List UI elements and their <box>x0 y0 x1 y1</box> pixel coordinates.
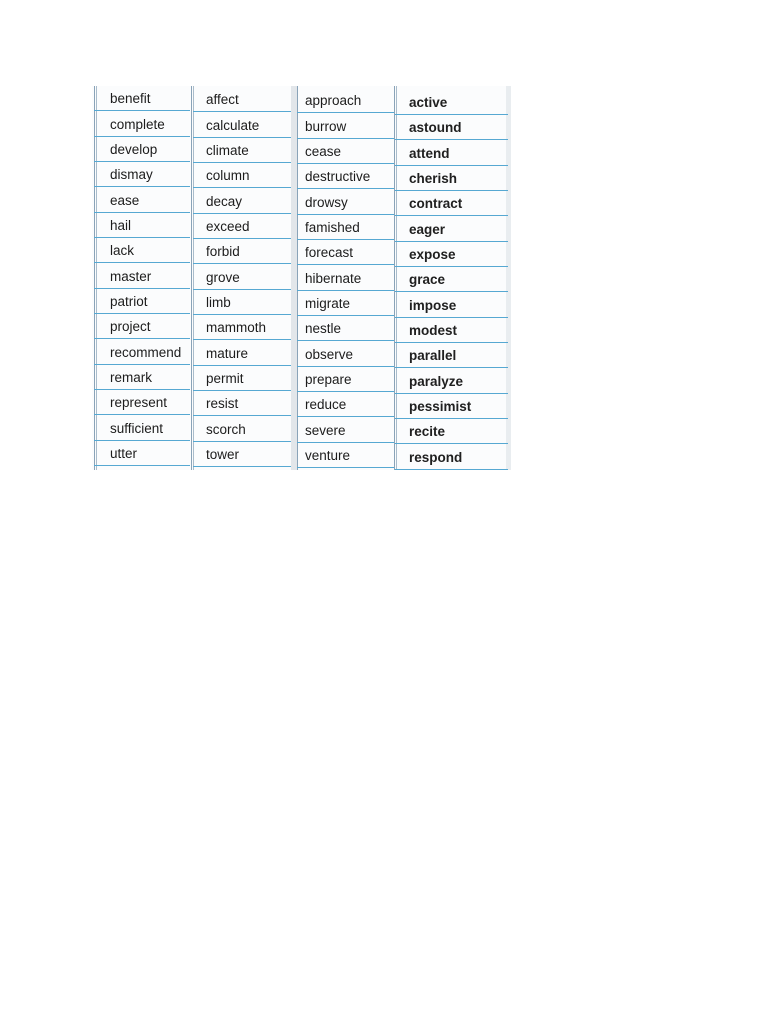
word-item: grove <box>193 265 291 290</box>
word-item: nestle <box>297 316 394 341</box>
word-item: dismay <box>94 162 190 187</box>
word-item: reduce <box>297 392 394 417</box>
word-item: contract <box>395 191 508 216</box>
word-item: recommend <box>94 340 190 365</box>
word-item: patriot <box>94 289 190 314</box>
word-item: modest <box>395 318 508 343</box>
word-item: attend <box>395 141 508 166</box>
word-column-1 <box>94 86 190 470</box>
word-item: respond <box>395 445 508 470</box>
word-item: exceed <box>193 214 291 239</box>
word-item: scorch <box>193 417 291 442</box>
word-column-3 <box>297 86 394 470</box>
word-item: sufficient <box>94 416 190 441</box>
word-item: represent <box>94 390 190 415</box>
word-item: column <box>193 163 291 188</box>
word-item: project <box>94 314 190 339</box>
word-item: tower <box>193 442 291 467</box>
word-item: observe <box>297 342 394 367</box>
word-item: impose <box>395 293 508 318</box>
word-item: drowsy <box>297 190 394 215</box>
word-column-2 <box>193 86 291 470</box>
word-item: cherish <box>395 166 508 191</box>
word-item: paralyze <box>395 369 508 394</box>
word-item: lack <box>94 238 190 263</box>
word-item: astound <box>395 115 508 140</box>
word-item: permit <box>193 366 291 391</box>
word-item: utter <box>94 441 190 466</box>
word-item: hail <box>94 213 190 238</box>
word-item: eager <box>395 217 508 242</box>
word-item: complete <box>94 112 190 137</box>
word-item: cease <box>297 139 394 164</box>
word-item: benefit <box>94 86 190 111</box>
word-item: forecast <box>297 240 394 265</box>
word-column-4 <box>395 86 508 470</box>
column-divider <box>191 86 192 470</box>
word-item: develop <box>94 137 190 162</box>
word-item: parallel <box>395 343 508 368</box>
word-item: destructive <box>297 164 394 189</box>
word-item: migrate <box>297 291 394 316</box>
word-item: burrow <box>297 114 394 139</box>
word-item: prepare <box>297 367 394 392</box>
word-item: mammoth <box>193 315 291 340</box>
word-item: recite <box>395 419 508 444</box>
word-item: affect <box>193 87 291 112</box>
word-item: calculate <box>193 113 291 138</box>
word-item: limb <box>193 290 291 315</box>
word-item: hibernate <box>297 266 394 291</box>
word-item: decay <box>193 189 291 214</box>
word-item: active <box>395 90 508 115</box>
word-item: expose <box>395 242 508 267</box>
vocabulary-word-list <box>92 86 511 470</box>
word-item: famished <box>297 215 394 240</box>
word-item: approach <box>297 88 394 113</box>
word-item: remark <box>94 365 190 390</box>
word-item: pessimist <box>395 394 508 419</box>
word-item: ease <box>94 188 190 213</box>
word-item: master <box>94 264 190 289</box>
word-item: forbid <box>193 239 291 264</box>
word-item: mature <box>193 341 291 366</box>
word-item: grace <box>395 267 508 292</box>
word-item: resist <box>193 391 291 416</box>
word-item: venture <box>297 443 394 468</box>
word-item: severe <box>297 418 394 443</box>
word-item: climate <box>193 138 291 163</box>
